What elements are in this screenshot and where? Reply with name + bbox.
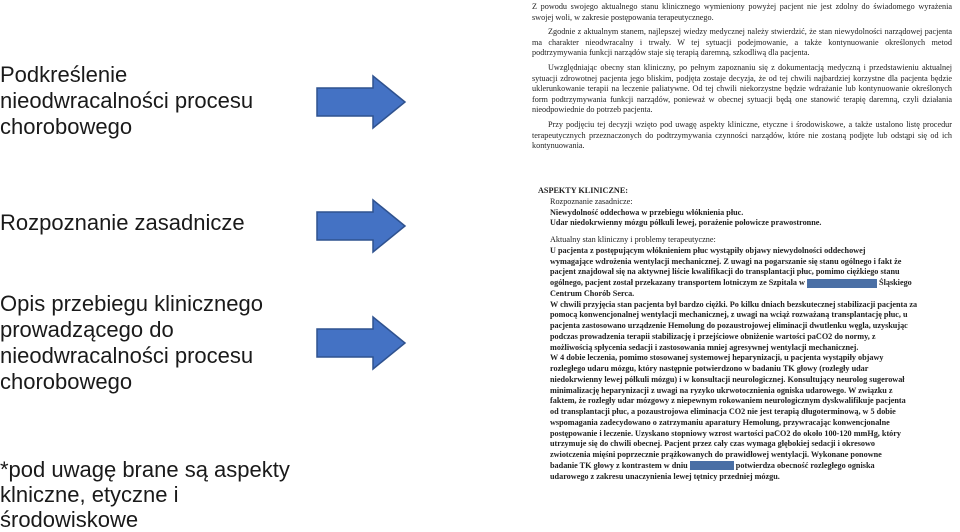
doc-line: postępowanie i leczenie. Uzyskano stopniowy wzrost wartości paCO2 do około 100-120 mmHg, który [550,428,901,438]
diagnosis-line: Niewydolność oddechowa w przebiegu włóknienia płuc. [550,207,744,217]
doc-paragraph: Z powodu swojego aktualnego stanu klinicznego wymieniony powyżej pacjent nie jest zdolny do świadomego wyrażenia swojej woli, w zakresie postępowania terapeutycznego. [532,2,952,22]
label-aspects-note: *pod uwagę brane są aspekty klniczne, etyczne i środowiskowe [0,457,290,532]
doc-paragraph: Przy podjęciu tej decyzji wzięto pod uwagę aspekty kliniczne, etyczne i środowiskowe, a także ustalono listę procedur terapeutycznych przeznaczonych do podtrzymywania czynności narządów, które nie zostaną podjęte lub odstąpi się od ich kontynuowania. [532,119,952,151]
doc-line-with-redaction [538,278,950,289]
doc-subheading: Rozpoznanie zasadnicze: [550,196,633,206]
doc-line-text: Śląskiego [879,278,912,287]
doc-line-with-redaction [538,461,950,472]
doc-line: wspomagania zadecydowano o zatrzymaniu aparatury Hemolung, przywracając konwencjonalne [550,417,890,427]
doc-line: W 4 dobie leczenia, pomimo stosowanej systemowej heparynizacji, u pacjenta wystąpiły objawy [550,353,884,363]
doc-line-text: potwierdza obecność rozległego ogniska [735,460,875,470]
doc-line: wymagające wdrożenia wentylacji mechanicznej. Z uwagi na pogarszanie się stanu ogólnego i fakt że [550,256,902,266]
redaction-box [690,461,734,470]
label-irreversibility: Podkreślenie nieodwracalności procesu chorobowego [0,62,254,139]
doc-heading: ASPEKTY KLINICZNE: [538,186,629,195]
doc-line: możliwością spłycenia sedacji i zastosowania mniej agresywnej wentylacji mechanicznej. [550,342,859,352]
doc-line: udarowego z zakresu unaczynienia lewej tętnicy przedniej mózgu. [550,471,780,481]
doc-line-text: ogólnego, pacjent został przekazany transportem lotniczym ze Szpitala w [550,278,805,287]
label-clinical-course: Opis przebiegu klinicznego prowadzącego do nieodwracalności procesu chorobowego [0,291,263,394]
doc-line: utrzymuje się do chwili obecnej. Pacjent przez cały czas wymaga głębokiej sedacji i okresowo [550,439,876,449]
arrow-right-icon-1 [315,74,407,130]
arrow-right-icon-3 [315,315,407,371]
doc-line: pacjent znajdował się na aktywnej liście kwalifikacji do transplantacji płuc, pomimo ciężkiego stanu [550,267,900,277]
diagnosis-line: Udar niedokrwienny mózgu półkuli lewej, porażenie połowicze prawostronne. [550,218,822,228]
doc-paragraph: Uwzględniając obecny stan kliniczny, po pełnym zapoznaniu się z dokumentacją medyczną i przedstawieniu aktualnej sytuacji zdrowotnej pacjenta jego bliskim, podjęta zostaje decyzja, że od tej chwili najbardziej korzystne dla pacjenta będzie uklerunkowanie terapii na leczenie paliatywne. Od tej chwili niekorzystne będzie wdrażanie lub kontynuowanie określonych form podtrzymywania funkcji narządów, ponieważ w obecnej sytuacji będą one stanowić terapię daremną, czyli działania nieodpowiednie do potrzeb pacjenta. [532,62,952,115]
doc-subheading: Aktualny stan kliniczny i problemy terapeutyczne: [550,235,716,244]
doc-line: podczas prowadzenia terapii stabilizację i przejściowe obniżenie wartości paCO2 do normy, z [550,331,876,341]
doc-line-text: badanie TK głowy z kontrastem w dniu [550,460,688,470]
doc-line: niedokrwienny lewej półkuli mózgu) i w konsultacji neurologicznej. Konsultujący neurolog sugerował [550,374,905,384]
doc-line: pacjenta zastosowano urządzenie Hemolung do pozaustrojowej eliminacji dwutlenku węgla, uzyskując [550,321,908,330]
doc-line: W chwili przyjęcia stan pacjenta był bardzo ciężki. Po kilku dniach bezskutecznej stabilizacji pacjenta za [550,299,918,309]
arrow-right-icon-2 [315,198,407,254]
doc-paragraph: Zgodnie z aktualnym stanem, najlepszej wiedzy medycznej należy stwierdzić, że stan niewydolności narządowej pacjenta ma charakter nieodwracalny i trwały. W tej sytuacji podejmowanie, a także kontynuowanie określonych metod podtrzymywania funkcji narządów staje się terapią daremną, szkodliwą dla pacjenta. [532,27,952,58]
doc-line: rozległego udaru mózgu, który następnie potwierdzono w badaniu TK głowy (rozległy udar [550,364,869,373]
doc-line: od transplantacji płuc, a pozaustrojowa eliminacja CO2 nie jest terapią długoterminową, w 5 dobie [550,407,896,416]
doc-line: pomocą konwencjonalnej wentylacji mechanicznej, z uwagi na wciąż rozważaną transplantację płuc, u [550,310,908,320]
document-excerpt-bottom [538,186,950,482]
doc-line: U pacjenta z postępującym włóknieniem płuc wystąpiły objawy niewydolności oddechowej [550,245,866,255]
doc-line: zwiotczenia mięśni poprzecznie prążkowanych do prawidłowej wentylacji. Wykonane ponowne [550,450,882,459]
doc-line: minimalizację heparynizacji z uwagi na ryzyko ukrwotocznienia ogniska udarowego. W związku z [550,385,893,395]
label-main-diagnosis: Rozpoznanie zasadnicze [0,210,245,235]
doc-line: Centrum Chorób Serca. [550,288,635,298]
document-excerpt-top [532,2,952,156]
doc-line: faktem, że rozległy udar mózgowy z niepewnym rokowaniem neurologicznym dyskwalifikuje pacjenta [550,396,906,406]
redaction-box [807,279,877,288]
